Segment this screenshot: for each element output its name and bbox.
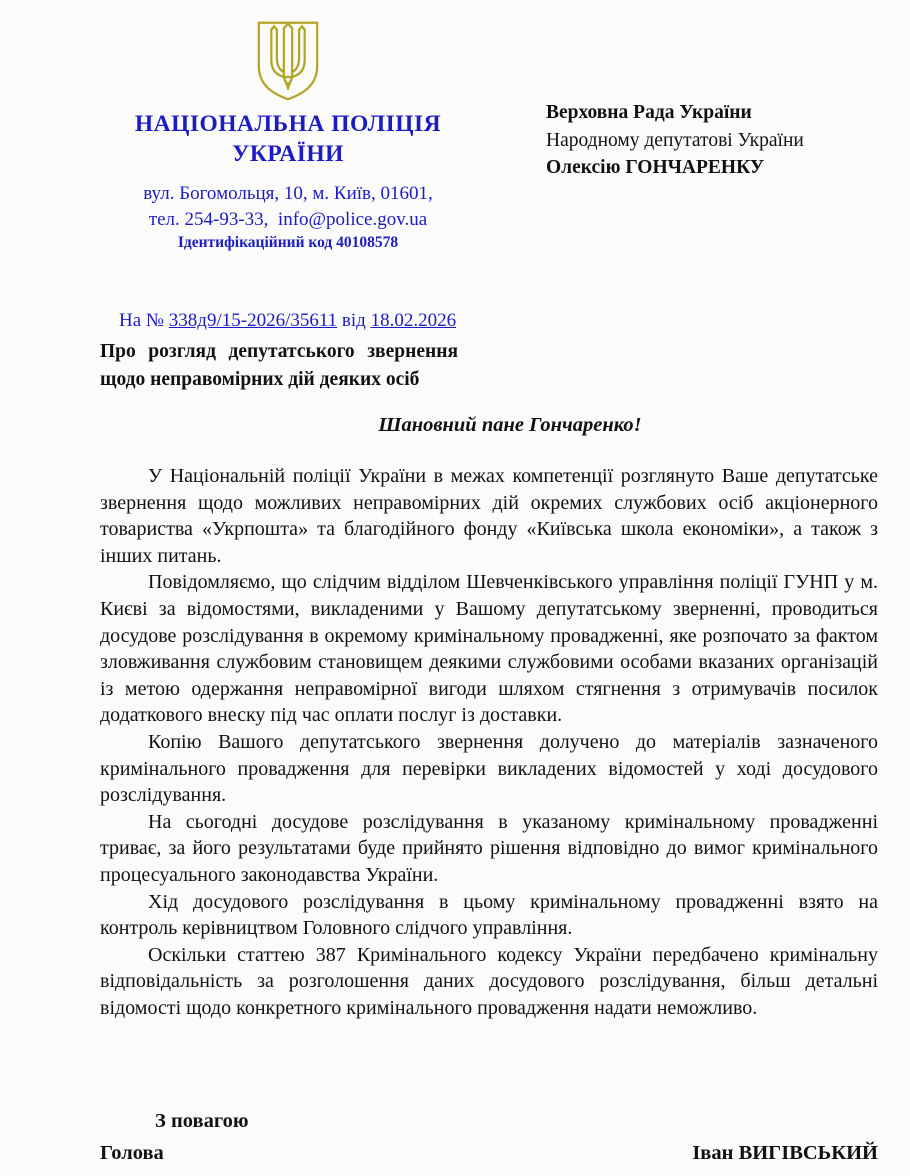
- body-paragraph: Хід досудового розслідування в цьому кримінальному провадженні взято на контроль керівництвом Головного слідчого управління.: [100, 890, 878, 940]
- signature-closing: З повагою: [155, 1110, 249, 1132]
- org-name-line1: НАЦІОНАЛЬНА ПОЛІЦІЯ: [134, 111, 442, 137]
- org-id-code: Ідентифікаційний код 40108578: [177, 234, 399, 251]
- org-name-line2: УКРАЇНИ: [232, 141, 344, 167]
- signature-row: [100, 1142, 878, 1165]
- org-address-phone-email: тел. 254-93-33, info@police.gov.ua: [148, 209, 428, 230]
- body-paragraph: У Національній поліції України в межах компетенції розглянуто Ваше депутатське звернення щодо можливих неправомірних дій окремих службових осіб акціонерного товариства «Укрпошта» та благодійного фонду «Київська школа економіки», а також з інших питань.: [100, 465, 878, 567]
- body-paragraph: Повідомляємо, що слідчим відділом Шевченківського управління поліції ГУНП у м. Києві за відомостями, викладеними у Вашому депутатському зверненні, проводиться досудове розслідування в окремому кримінальному провадженні, яке розпочато за фактом зловживання службовим становищем деякими службовими особами вказаних організацій із метою одержання неправомірної вигоди шляхом стягнення з отримувачів посилок додаткового внеску під час оплати послуг із доставки.: [100, 571, 878, 727]
- ukraine-trident-emblem-icon: [253, 20, 323, 107]
- letterhead: [72, 20, 504, 252]
- signer-name: Іван ВИГІВСЬКИЙ: [692, 1142, 878, 1164]
- body-paragraph: Копію Вашого депутатського звернення долучено до матеріалів зазначеного кримінального провадження для перевірки викладених відомостей у ході досудового розслідування.: [100, 730, 878, 807]
- org-address: [72, 181, 504, 233]
- body-paragraph: На сьогодні досудове розслідування в указаному кримінальному провадженні триває, за його результатами буде прийнято рішення відповідно до вимог кримінального процесуального законодавства України.: [100, 810, 878, 886]
- addressee-institution: Верховна Рада України: [546, 102, 752, 123]
- org-name: [72, 109, 504, 169]
- salutation: Шановний пане Гончаренко!: [378, 414, 642, 436]
- body-paragraph: Оскільки статтею 387 Кримінального кодексу України передбачено кримінальну відповідальність за розголошення даних досудового розслідування, більш детальні відомості щодо конкретного кримінального провадження надати неможливо.: [100, 943, 878, 1019]
- reference-middle: від: [337, 310, 371, 331]
- addressee-block: [546, 99, 896, 182]
- addressee-role: Народному депутатові України: [546, 129, 804, 151]
- subject-line: Про розгляд депутатського звернення щодо неправомірних дій деяких осіб: [100, 341, 458, 390]
- reference-date: 18.02.2026: [370, 310, 457, 331]
- signer-title: Голова: [100, 1142, 164, 1164]
- reference-prefix: На №: [119, 310, 169, 331]
- letter-body: [100, 463, 878, 1021]
- reference-number: 338д9/15-2026/35611: [168, 310, 338, 331]
- org-address-street: вул. Богомольця, 10, м. Київ, 01601,: [143, 183, 433, 204]
- addressee-name: Олексію ГОНЧАРЕНКУ: [546, 157, 765, 178]
